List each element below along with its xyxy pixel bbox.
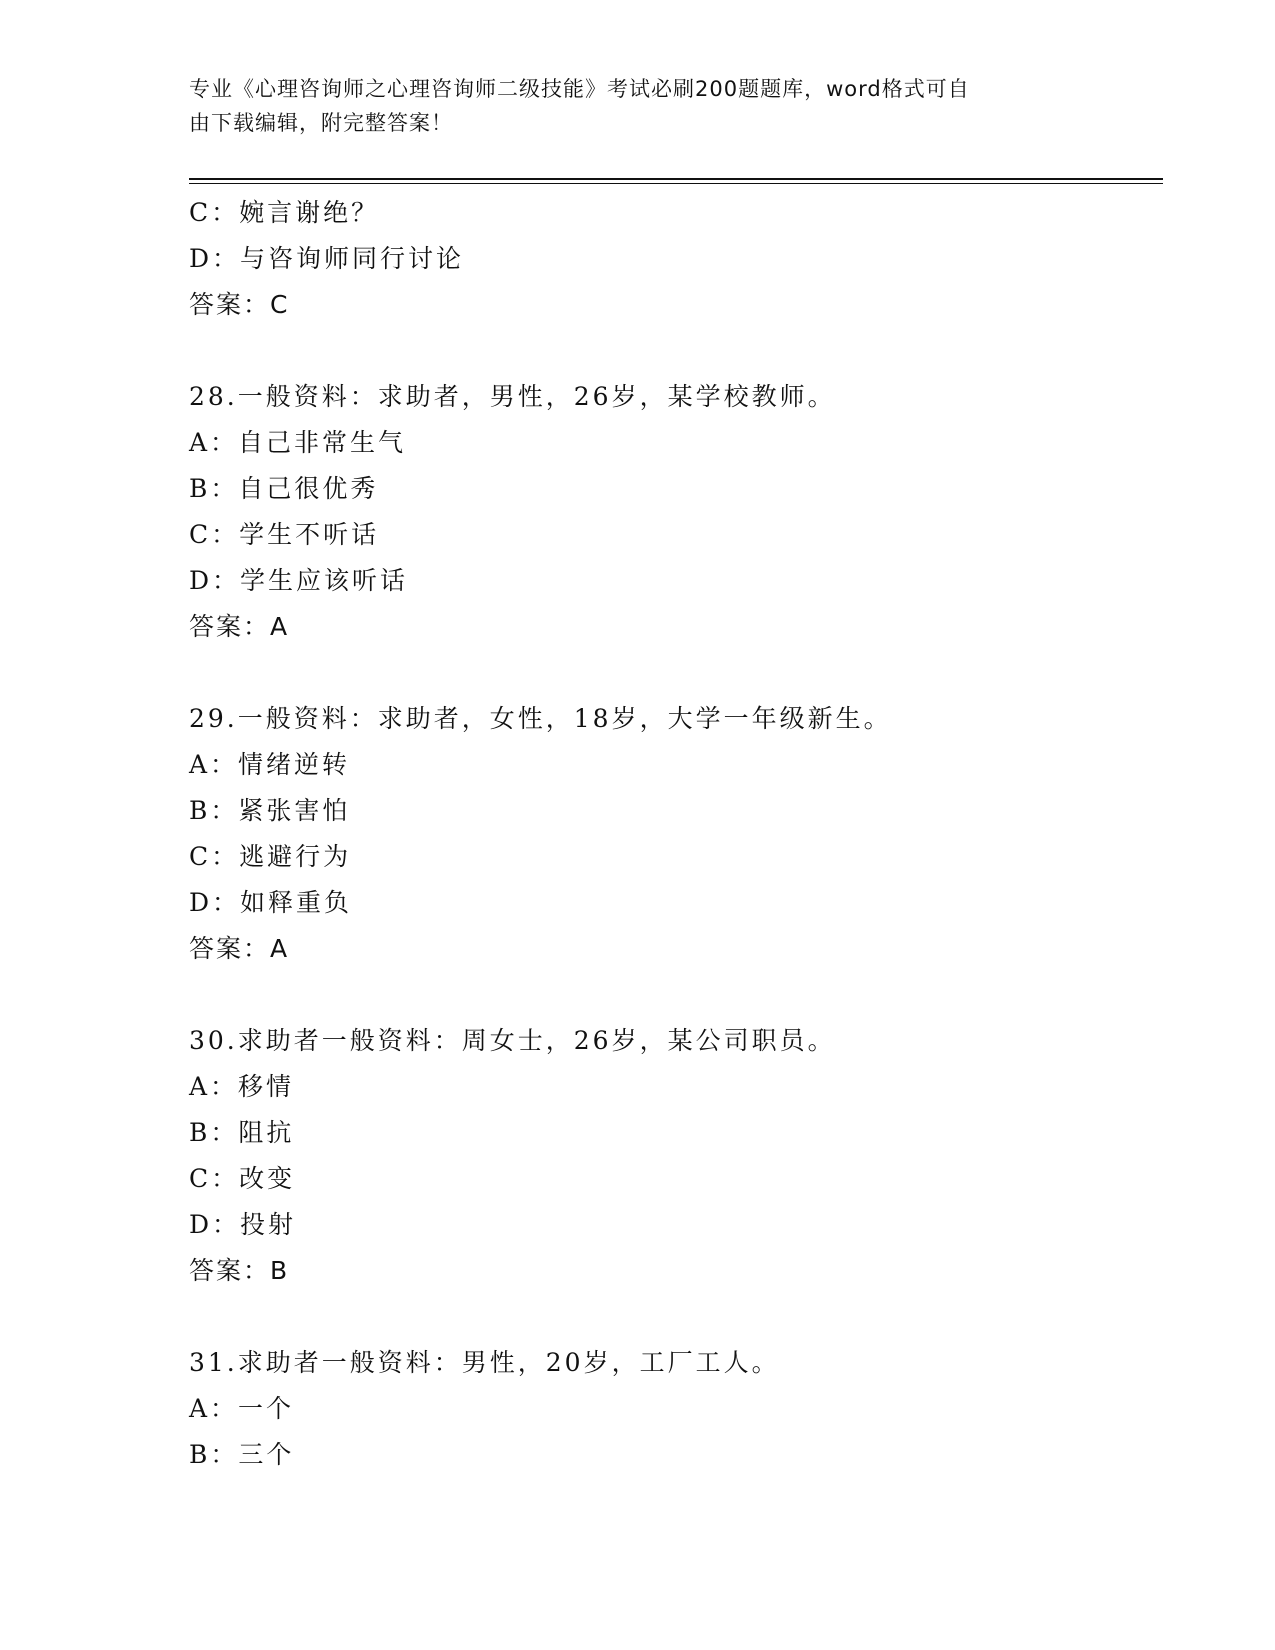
question-28: [189, 374, 1163, 650]
option-d: D：学生应该听话: [189, 566, 409, 595]
spacer: [189, 972, 1163, 1018]
option-c: C：婉言谢绝？: [189, 198, 380, 227]
option-a: A：情绪逆转: [189, 750, 351, 779]
header-line-2: 由下载编辑，附完整答案！: [189, 111, 453, 135]
option-a: A：一个: [189, 1394, 295, 1423]
answer-line: 答案：A: [189, 934, 290, 963]
answer-line: 答案：C: [189, 290, 290, 319]
question-stem: 29.一般资料：求助者，女性，18岁，大学一年级新生。: [189, 704, 892, 733]
question-list: [189, 190, 1163, 1478]
answer-line: 答案：A: [189, 612, 290, 641]
option-a: A：移情: [189, 1072, 295, 1101]
header-line-1: 专业《心理咨询师之心理咨询师二级技能》考试必刷200题题库，word格式可自: [189, 77, 970, 101]
answer-line: 答案：B: [189, 1256, 290, 1285]
option-c: C：逃避行为: [189, 842, 352, 871]
header-divider-thick: [189, 178, 1163, 180]
option-a: A：自己非常生气: [189, 428, 407, 457]
question-stem: 28.一般资料：求助者，男性，26岁，某学校教师。: [189, 382, 836, 411]
question-29: [189, 696, 1163, 972]
question-27-tail: [189, 190, 1163, 328]
option-c: C：改变: [189, 1164, 296, 1193]
spacer: [189, 1294, 1163, 1340]
spacer: [189, 650, 1163, 696]
option-b: B：紧张害怕: [189, 796, 351, 825]
question-stem: 30.求助者一般资料：周女士，26岁，某公司职员。: [189, 1026, 836, 1055]
header-divider-thin: [189, 183, 1163, 184]
question-30: [189, 1018, 1163, 1294]
question-31: [189, 1340, 1163, 1478]
option-d: D：与咨询师同行讨论: [189, 244, 465, 273]
option-d: D：投射: [189, 1210, 297, 1239]
document-header: [189, 72, 1069, 140]
option-d: D：如释重负: [189, 888, 353, 917]
question-stem: 31.求助者一般资料：男性，20岁，工厂工人。: [189, 1348, 780, 1377]
option-b: B：三个: [189, 1440, 295, 1469]
option-b: B：阻抗: [189, 1118, 295, 1147]
spacer: [189, 328, 1163, 374]
option-c: C：学生不听话: [189, 520, 380, 549]
option-b: B：自己很优秀: [189, 474, 379, 503]
